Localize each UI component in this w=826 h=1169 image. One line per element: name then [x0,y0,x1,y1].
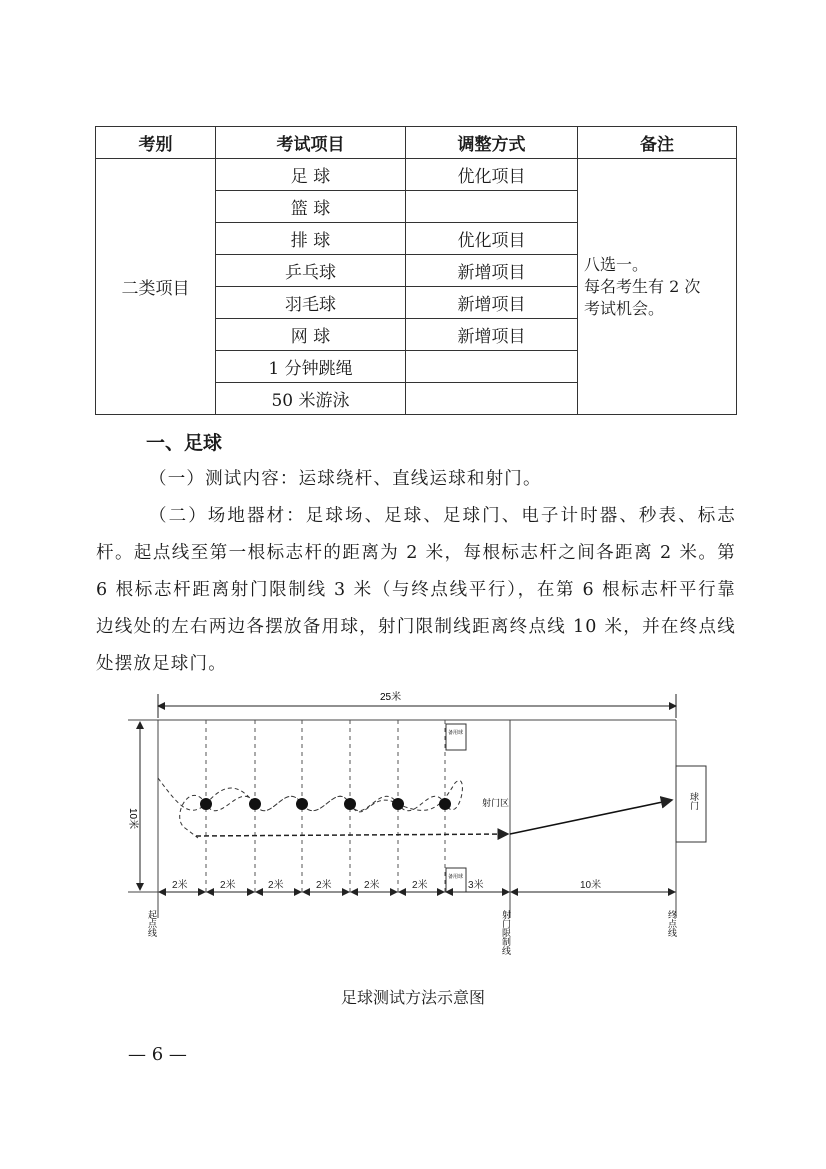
straight-dribble-arrow [196,834,508,836]
width-label: 10米 [127,808,138,830]
adjust-cell [406,191,578,223]
adjust-cell: 新增项目 [406,255,578,287]
segment-label: 2米 [412,880,428,891]
adjust-cell: 新增项目 [406,319,578,351]
spare-ball-box-top [446,724,466,750]
segment-label: 3米 [468,880,484,891]
adjust-cell: 优化项目 [406,159,578,191]
category-cell: 二类项目 [96,159,216,415]
section-heading: 一、足球 [146,432,223,454]
item-cell: 50 米游泳 [216,383,406,415]
spare-ball-box-bottom [446,868,466,892]
table-header-row [96,127,737,159]
item-cell: 篮 球 [216,191,406,223]
spare-ball-label: 备用球 [448,874,464,880]
header-note: 备注 [578,127,737,159]
page-number: — 6 — [128,1044,187,1065]
header-adjust: 调整方式 [406,127,578,159]
segment-label: 2米 [172,880,188,891]
pole-marker [392,798,404,810]
segment-label: 2米 [316,880,332,891]
adjust-cell: 优化项目 [406,223,578,255]
table-row [96,159,737,191]
total-length-label: 25米 [380,692,402,703]
shoot-zone-label: 射门区 [482,798,510,808]
segment-label: 10米 [580,880,602,891]
start-line-label: 起点线 [147,910,157,937]
item-cell: 网 球 [216,319,406,351]
segment-label: 2米 [364,880,380,891]
pole-marker [344,798,356,810]
paragraph-label: （二）场地器材： [149,506,306,526]
pole-lines [206,720,445,892]
note-line: 每名考生有 2 次 [584,276,701,296]
note-cell [578,159,737,415]
segment-label: 2米 [220,880,236,891]
exam-items-table [95,126,737,415]
adjust-cell [406,383,578,415]
header-item: 考试项目 [216,127,406,159]
paragraph-equipment [96,498,736,683]
football-field-diagram [110,688,730,968]
paragraph-text: 足球场、足球、足球门、电子计时器、秒表、标志杆。起点线至第一根标志杆的距离为 2 米，每根标志杆之间各距离 2 米。第 6 根标志杆距离射门限制线 3 米（与终点线平行），在第 6 根标志杆平行靠边线处的左右两边各摆放备用球，射门限制线距离终点线 10 米，并在终点线处摆放足球门。 [96,506,736,674]
figure-caption: 足球测试方法示意图 [340,988,485,1007]
goal-label: 球门 [689,792,699,810]
end-line-label: 终点线 [667,910,677,937]
header-category: 考别 [96,127,216,159]
item-cell: 足 球 [216,159,406,191]
pole-marker [296,798,308,810]
adjust-cell [406,351,578,383]
note-line: 考试机会。 [584,298,665,318]
item-cell: 乒乓球 [216,255,406,287]
item-cell: 排 球 [216,223,406,255]
pole-marker [439,798,451,810]
segment-label: 2米 [268,880,284,891]
shoot-line-label: 射门限制线 [501,910,511,955]
spare-ball-label: 备用球 [448,730,464,736]
adjust-cell: 新增项目 [406,287,578,319]
paragraph-label: （一）测试内容： [149,469,299,489]
paragraph-text: 运球绕杆、直线运球和射门。 [298,469,542,489]
item-cell: 1 分钟跳绳 [216,351,406,383]
paragraph-test-content [96,461,736,498]
pole-marker [249,798,261,810]
shot-arrow [510,800,672,834]
note-line: 八选一。 [584,254,649,274]
pole-marker [200,798,212,810]
item-cell: 羽毛球 [216,287,406,319]
